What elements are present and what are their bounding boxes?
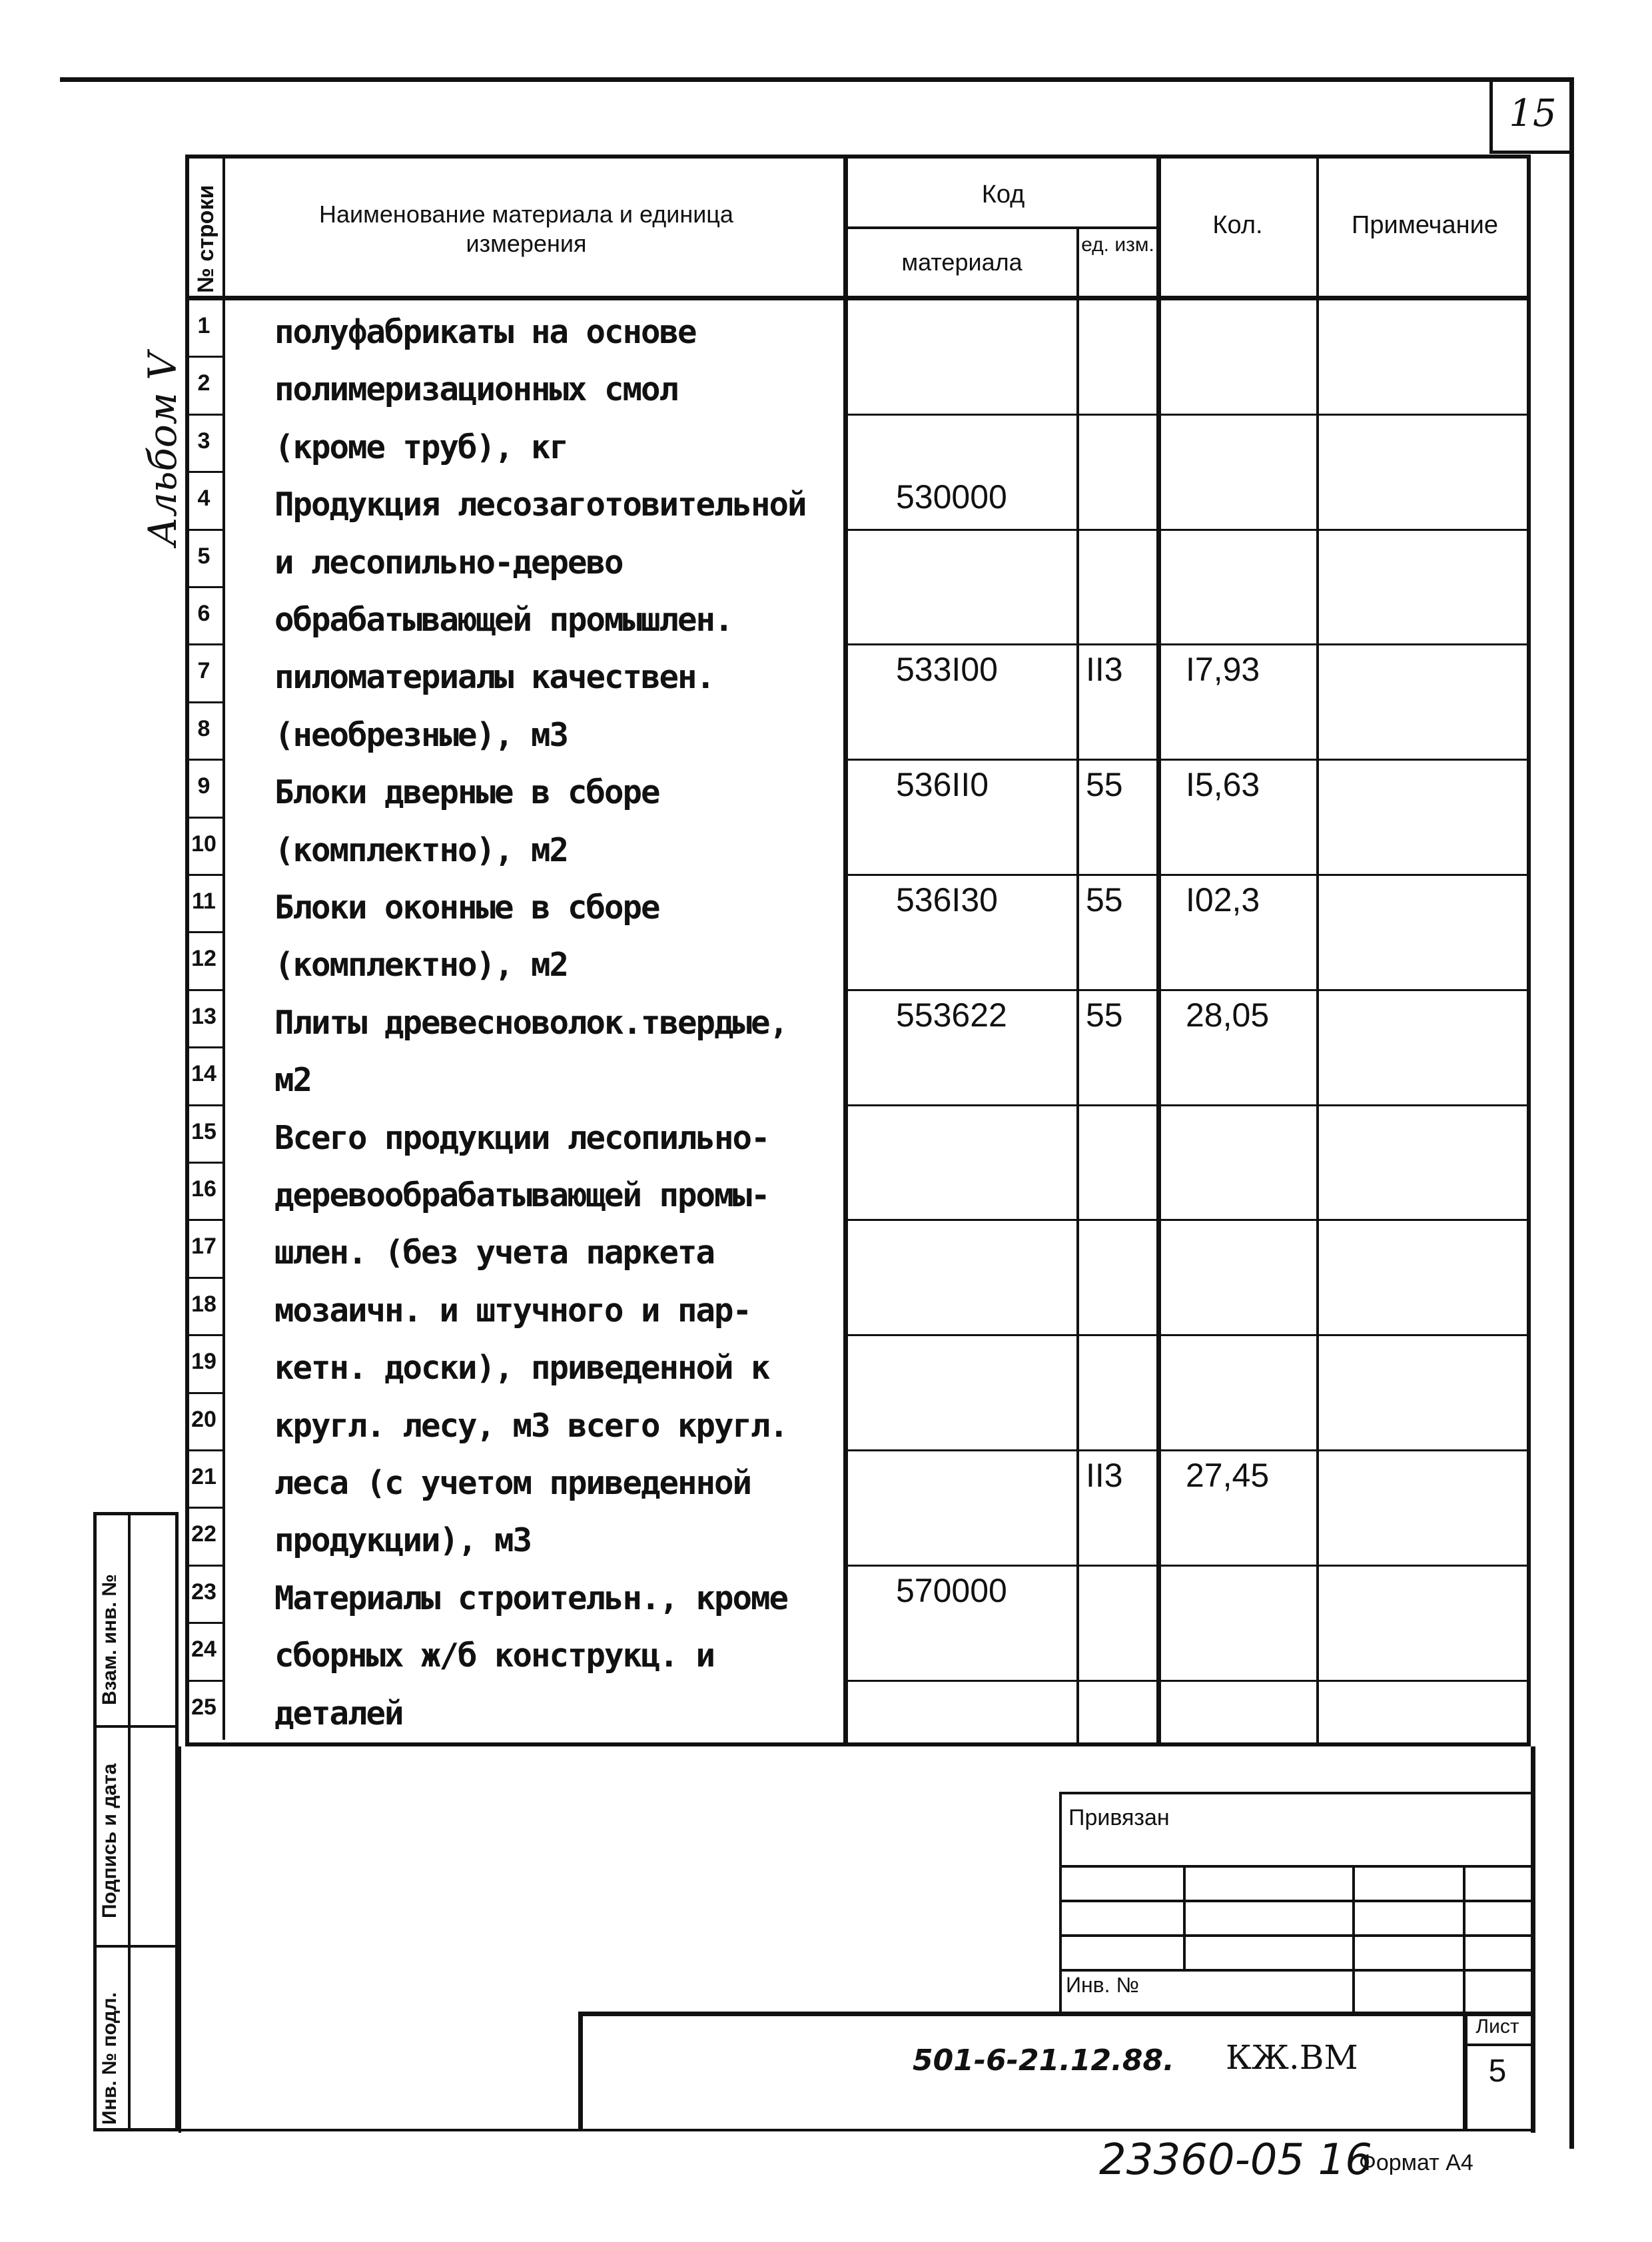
side-stamp-line-1 [93,1725,179,1728]
row-separator [185,414,222,416]
row-number: 2 [197,370,210,396]
frame-left-lower [179,1746,181,2133]
row-qty: I5,63 [1186,766,1260,804]
row-separator [185,817,222,819]
row-number: 21 [191,1464,216,1489]
doc-code: 501-6-21.12.88. [913,2044,1174,2077]
row-name: кетн. доски), приведенной к [274,1349,769,1387]
row-name: леса (с учетом приведенной [274,1464,751,1502]
row-name: Всего продукции лесопильно- [274,1118,769,1157]
row-number: 14 [191,1061,216,1087]
row-unit: 55 [1086,766,1123,804]
stamp-top [578,2012,1531,2016]
vzam-inv-label: Взам. инв. № [99,1574,121,1705]
row-unit: 55 [1086,996,1123,1034]
frame-right-lower [1531,1746,1535,2133]
side-stamp-divider [128,1512,131,2131]
row-qty: 27,45 [1186,1457,1270,1494]
col-line-code [1076,226,1079,1746]
privyazan-col-3 [1463,1865,1465,2012]
row-number: 7 [197,658,210,684]
row-separator-right [843,989,1531,991]
row-number: 23 [191,1579,216,1605]
row-separator-right [843,1334,1531,1336]
row-number: 13 [191,1003,216,1029]
header-code-unit: ед. изм. [1081,234,1154,256]
code-subheader-line [847,226,1159,229]
row-separator [185,356,222,358]
archive-number: 23360-05 16 [1099,2135,1372,2185]
row-name: Плиты древесноволок.твердые, [274,1003,788,1042]
row-number: 8 [197,715,210,741]
row-separator [185,1046,222,1048]
row-separator-right [843,529,1531,531]
top-border [60,77,1572,82]
row-name: мозаичн. и штучного и пар- [274,1291,751,1329]
row-number: 11 [192,889,216,914]
row-name: шлен. (без учета паркета [274,1234,715,1272]
format-label: Формат А4 [1359,2150,1473,2175]
row-code: 536II0 [896,766,989,804]
row-separator-right [843,759,1531,761]
row-code: 533I00 [896,651,998,689]
row-number: 4 [197,486,210,512]
row-qty: I7,93 [1186,651,1260,689]
row-name: полимеризационных смол [274,370,678,409]
header-name: Наименование материала и единица измерения [319,200,733,257]
row-number: 1 [197,313,210,338]
row-name: (кроме труб), кг [274,428,568,466]
row-number: 12 [191,946,216,972]
row-separator-right [843,1104,1531,1106]
row-unit: 55 [1086,881,1123,919]
row-separator [185,874,222,876]
row-name: м2 [274,1061,312,1100]
row-name: продукции), м3 [274,1521,532,1560]
col-line-qty [1316,155,1319,1746]
row-code: 530000 [896,478,1007,516]
row-qty: I02,3 [1186,881,1260,919]
row-unit: II3 [1086,651,1123,689]
row-separator-right [843,1219,1531,1221]
row-number: 3 [197,428,210,454]
row-name: Блоки оконные в сборе [274,889,659,927]
privyazan-grid-2 [1059,1900,1531,1902]
row-separator [185,931,222,933]
row-number: 24 [191,1637,216,1663]
row-separator [185,586,222,588]
row-separator [185,759,222,761]
row-qty: 28,05 [1186,996,1270,1034]
privyazan-label: Привязан [1068,1805,1170,1830]
row-separator [185,1449,222,1451]
row-code: 570000 [896,1571,1007,1609]
row-separator-right [843,874,1531,876]
inv-no-label: Инв. № [1066,1973,1139,1997]
row-name: пиломатериалы качествен. [274,658,715,697]
row-separator [185,1334,222,1336]
row-name: и лесопильно-дерево [274,543,623,581]
row-name: сборных ж/б конструкц. и [274,1637,715,1675]
row-separator-right [843,1680,1531,1682]
podpis-data-label: Подпись и дата [99,1763,121,1918]
stamp-list-divider [1463,2044,1531,2046]
row-separator-right [843,643,1531,645]
row-separator-right [843,1565,1531,1567]
row-number: 16 [191,1176,216,1202]
row-number: 18 [191,1291,216,1317]
row-code: 536I30 [896,881,998,919]
row-number: 20 [191,1406,216,1432]
row-name: деревообрабатывающей промы- [274,1176,769,1214]
row-separator [185,1680,222,1682]
list-number: 5 [1488,2054,1507,2089]
header-qty: Кол. [1212,211,1263,239]
row-separator [185,1565,222,1567]
list-label: Лист [1475,2016,1519,2038]
row-name: (комплектно), м2 [274,831,568,869]
row-separator [185,1507,222,1509]
row-name: полуфабрикаты на основе [274,313,696,351]
privyazan-grid-1 [1059,1865,1531,1868]
row-number: 6 [197,601,210,626]
row-separator-right [843,1449,1531,1451]
corner-number-box [1489,77,1573,154]
row-unit: II3 [1086,1457,1123,1494]
row-number: 17 [191,1234,216,1260]
row-number: 22 [191,1521,216,1547]
right-border [1569,77,1574,2149]
row-separator [185,643,222,645]
privyazan-col-2 [1352,1865,1355,2012]
album-label: Альбом V [140,352,185,546]
row-separator [185,989,222,991]
row-separator [185,1162,222,1164]
row-name: Материалы строительн., кроме [274,1579,788,1617]
privyazan-grid-3 [1059,1934,1531,1937]
row-name: кругл. лесу, м3 всего кругл. [274,1406,788,1445]
col-line-rownum [222,155,225,1740]
sheet-corner-number: 15 [1509,92,1557,135]
header-note: Примечание [1352,211,1498,239]
row-separator [185,1277,222,1279]
row-number: 10 [191,831,216,857]
row-name: Продукция лесозаготовительной [274,486,806,524]
col-line-unit [1156,155,1161,1746]
inv-podl-label: Инв. № подл. [99,1992,121,2125]
row-number: 15 [191,1118,216,1144]
header-row-no: № строки [193,185,218,293]
row-name: (необрезные), м3 [274,715,568,754]
doc-mark: КЖ.ВМ [1226,2038,1358,2077]
row-separator [185,1392,222,1394]
header-code: Код [981,181,1025,208]
header-code-material: материала [901,248,1023,276]
row-separator [185,471,222,473]
row-separator [185,529,222,531]
row-name: деталей [274,1694,403,1732]
privyazan-top [1059,1792,1531,1794]
row-separator [185,1219,222,1221]
header-bottom-line [185,296,1531,300]
side-stamp-line-2 [93,1945,179,1948]
row-number: 25 [191,1694,216,1720]
row-code: 553622 [896,996,1007,1034]
privyazan-grid-4 [1059,1969,1531,1972]
privyazan-col-1 [1183,1865,1186,1969]
row-number: 5 [197,543,210,569]
row-separator [185,1622,222,1624]
row-name: обрабатывающей промышлен. [274,601,733,639]
row-name: Блоки дверные в сборе [274,773,659,812]
frame-bottom [179,2129,1531,2131]
row-separator [185,701,222,703]
stamp-left [578,2012,583,2131]
row-separator [185,1104,222,1106]
row-separator-right [843,414,1531,416]
row-number: 19 [191,1349,216,1375]
row-name: (комплектно), м2 [274,946,568,984]
row-number: 9 [197,773,210,799]
